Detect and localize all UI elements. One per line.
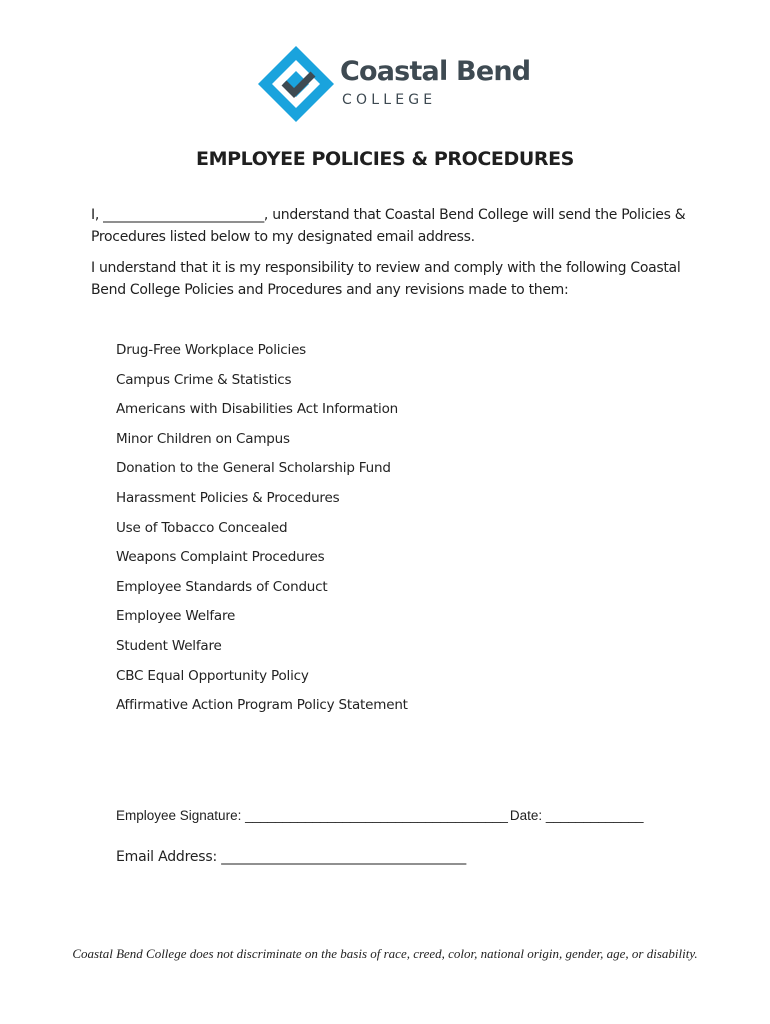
list-item: Employee Welfare (116, 608, 236, 625)
list-item: Use of Tobacco Concealed (116, 519, 288, 536)
list-item: Weapons Complaint Procedures (116, 549, 325, 566)
list-item: Employee Standards of Conduct (116, 578, 328, 595)
list-item: CBC Equal Opportunity Policy (116, 667, 309, 684)
date-field[interactable]: Date: _____________ (509, 808, 644, 823)
list-item: Donation to the General Scholarship Fund (116, 460, 391, 477)
nondiscrimination-notice: Coastal Bend College does not discriminate on the basis of race, creed, color, national origin, gender, age, or disability. (72, 946, 698, 961)
logo-name: Coastal Bend (340, 56, 531, 87)
signature-row (116, 808, 643, 823)
page-title: EMPLOYEE POLICIES & PROCEDURES (196, 148, 574, 170)
intro-paragraph: I, ________________________, understand that Coastal Bend College will send the Policies & Procedures listed below to my designated email address. (91, 207, 686, 245)
list-item: Campus Crime & Statistics (116, 371, 292, 388)
list-item: Student Welfare (116, 637, 222, 654)
list-item: Drug-Free Workplace Policies (116, 342, 307, 358)
list-item: Affirmative Action Program Policy Statement (116, 697, 408, 714)
list-item: Americans with Disabilities Act Information (116, 401, 398, 418)
signature-field[interactable]: Employee Signature: ___________________________________ (116, 808, 508, 823)
list-item: Minor Children on Campus (116, 430, 290, 447)
policy-list (116, 340, 408, 725)
email-field[interactable]: Email Address: ____________________________________ (116, 849, 467, 865)
responsibility-paragraph: I understand that it is my responsibility to review and comply with the following Coastal Bend College Policies and Procedures and any revisions made to them: (91, 260, 681, 298)
diamond-logo-icon (256, 44, 336, 124)
list-item: Harassment Policies & Procedures (116, 489, 340, 506)
logo-subtitle: COLLEGE (342, 92, 437, 108)
college-logo (256, 44, 531, 126)
